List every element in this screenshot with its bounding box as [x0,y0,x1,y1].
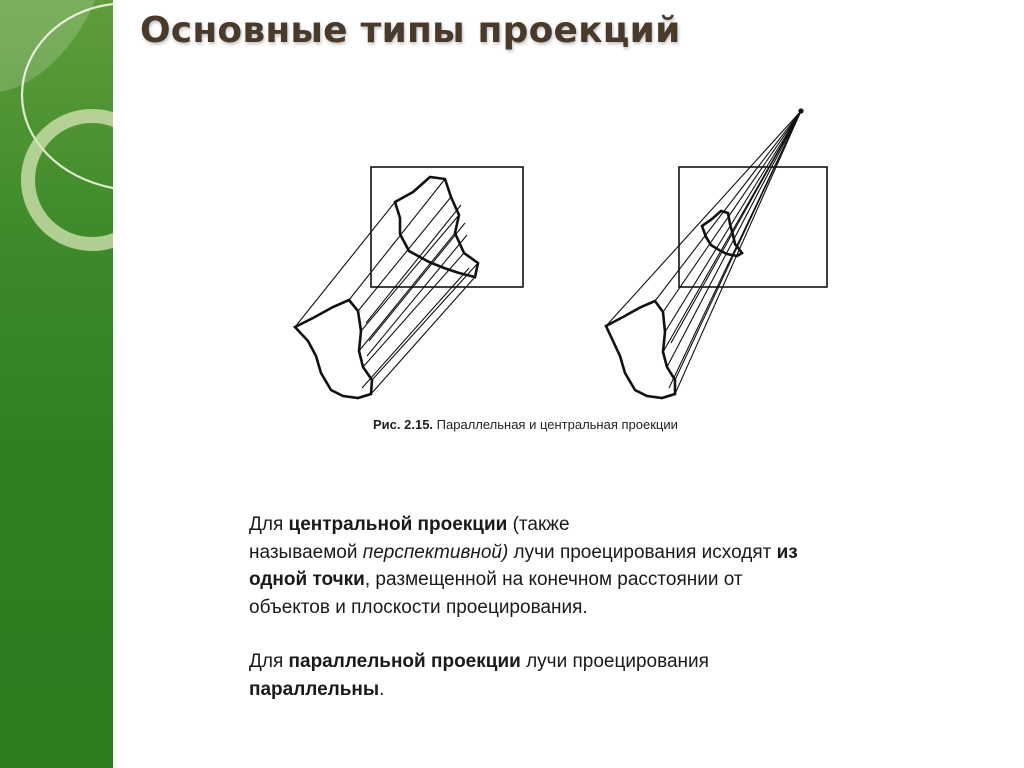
central-projection-rays [606,111,801,394]
figure-caption [373,417,678,432]
figure-caption-label: Рис. 2.15. [373,417,434,432]
central-projection-paragraph: Для центральной проекции (также называемой перспективной) лучи проецирования исходят из одной точки, размещенной на конечном расстоянии от объектов и плоскости проецирования. [249,514,798,618]
projection-center-point [799,109,803,113]
projection-figure [283,105,835,450]
slide-title: Основные типы проекций [140,10,681,51]
projection-drawing [283,105,835,450]
parallel-projection-paragraph: Для параллельной проекции лучи проецирования параллельны. [249,651,709,700]
green-side-bar [0,0,113,768]
decorative-circles [0,0,113,260]
figure-caption-text: Параллельная и центральная проекции [436,417,678,432]
